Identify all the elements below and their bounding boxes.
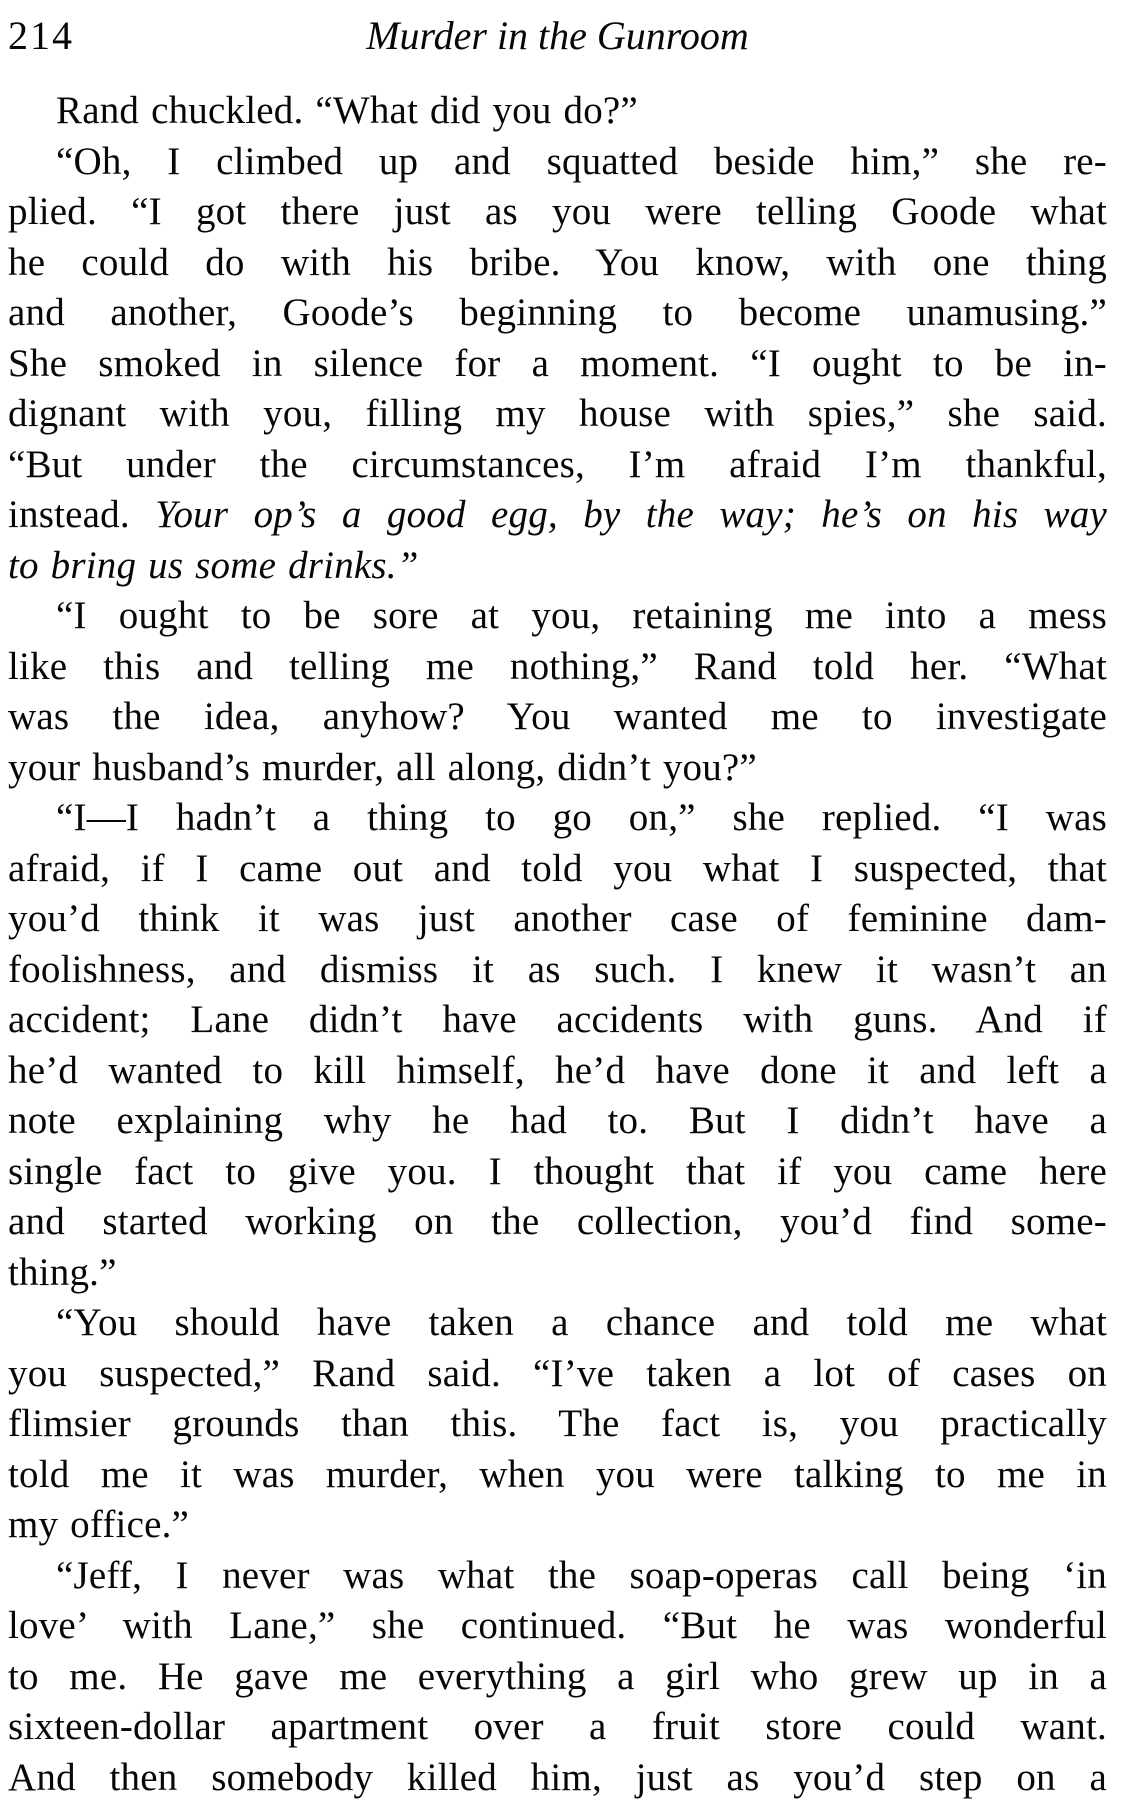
text-segment: was the idea, anyhow? You wanted me to investigate [8, 695, 1107, 738]
text-segment: thing.” [8, 1250, 117, 1294]
text-line [8, 86, 1107, 137]
text-line [8, 490, 1107, 541]
paragraph [8, 137, 1107, 592]
text-line [8, 743, 1107, 794]
text-line [8, 793, 1107, 844]
page-number: 214 [8, 13, 74, 58]
text-segment: She smoked in silence for a moment. “I ought to be in- [8, 341, 1107, 385]
paragraph [8, 591, 1107, 793]
text-segment: foolishness, and dismiss it as such. I knew it wasn’t an [8, 947, 1107, 991]
text-line [8, 1450, 1107, 1501]
text-line [8, 642, 1107, 693]
text-segment: you suspected,” Rand said. “I’ve taken a lot of cases on [8, 1351, 1107, 1395]
text-line [8, 1248, 1107, 1299]
text-segment: and started working on the collection, you’d find some- [8, 1200, 1107, 1243]
text-line [8, 288, 1107, 339]
paragraph [8, 793, 1107, 1298]
text-line [8, 137, 1107, 188]
text-line [8, 238, 1107, 289]
text-segment: like this and telling me nothing,” Rand told her. “What [8, 644, 1107, 688]
text-line [8, 1096, 1107, 1147]
text-segment: plied. “I got there just as you were telling Goode what [8, 190, 1107, 233]
page-text [8, 86, 1107, 1803]
text-line [8, 1500, 1107, 1551]
text-segment: afraid, if I came out and told you what I suspected, that [8, 846, 1107, 890]
text-segment: “You should have taken a chance and told me what [56, 1301, 1107, 1344]
paragraph [8, 1551, 1107, 1804]
text-segment: “Oh, I climbed up and squatted beside him,” she re- [56, 139, 1107, 183]
text-segment: accident; Lane didn’t have accidents with guns. And if [8, 998, 1107, 1041]
italic-text-segment: to bring us some drinks.” [8, 543, 419, 587]
page-header [8, 14, 1107, 64]
text-line [8, 339, 1107, 390]
text-line [8, 945, 1107, 996]
text-line [8, 1601, 1107, 1652]
text-segment: flimsier grounds than this. The fact is, you practically [8, 1402, 1107, 1445]
text-line [8, 1298, 1107, 1349]
text-segment: Rand chuckled. “What did you do?” [56, 89, 638, 132]
text-line [8, 894, 1107, 945]
text-line [8, 1046, 1107, 1097]
text-segment: told me it was murder, when you were talking to me in [8, 1452, 1107, 1496]
text-segment: “I ought to be sore at you, retaining me into a mess [56, 594, 1107, 637]
paragraph [8, 86, 1107, 137]
text-line [8, 1702, 1107, 1753]
text-line [8, 389, 1107, 440]
text-segment: dignant with you, filling my house with spies,” she said. [8, 392, 1107, 435]
text-line [8, 1197, 1107, 1248]
text-segment: my office.” [8, 1503, 190, 1546]
text-segment: love’ with Lane,” she continued. “But he was wonderful [8, 1604, 1107, 1647]
text-line [8, 1753, 1107, 1804]
text-segment: single fact to give you. I thought that if you came here [8, 1149, 1107, 1193]
text-segment: instead. [8, 493, 156, 536]
text-line [8, 1349, 1107, 1400]
text-segment: he’d wanted to kill himself, he’d have done it and left a [8, 1048, 1107, 1092]
text-segment: “I—I hadn’t a thing to go on,” she replied. “I was [56, 796, 1107, 839]
running-title: Murder in the Gunroom [366, 13, 749, 58]
text-line [8, 1147, 1107, 1198]
text-line [8, 591, 1107, 642]
text-line [8, 187, 1107, 238]
text-segment: And then somebody killed him, just as you’d step on a [8, 1755, 1107, 1799]
text-line [8, 692, 1107, 743]
text-segment: “But under the circumstances, I’m afraid I’m thankful, [8, 442, 1107, 486]
text-segment: and another, Goode’s beginning to become unamusing.” [8, 291, 1107, 334]
text-segment: he could do with his bribe. You know, with one thing [8, 240, 1107, 284]
text-line [8, 1652, 1107, 1703]
italic-text-segment: Your op’s a good egg, by the way; he’s on his way [155, 493, 1107, 536]
text-line [8, 541, 1107, 592]
text-segment: to me. He gave me everything a girl who grew up in a [8, 1654, 1107, 1698]
text-line [8, 844, 1107, 895]
text-segment: sixteen-dollar apartment over a fruit store could want. [8, 1705, 1107, 1748]
text-line [8, 1399, 1107, 1450]
paragraph [8, 1298, 1107, 1551]
text-segment: you’d think it was just another case of feminine dam- [8, 897, 1107, 940]
text-segment: “Jeff, I never was what the soap-operas call being ‘in [56, 1553, 1107, 1597]
text-line [8, 1551, 1107, 1602]
text-segment: your husband’s murder, all along, didn’t you?” [8, 745, 757, 789]
text-line [8, 440, 1107, 491]
text-line [8, 995, 1107, 1046]
text-segment: note explaining why he had to. But I didn’t have a [8, 1099, 1107, 1142]
